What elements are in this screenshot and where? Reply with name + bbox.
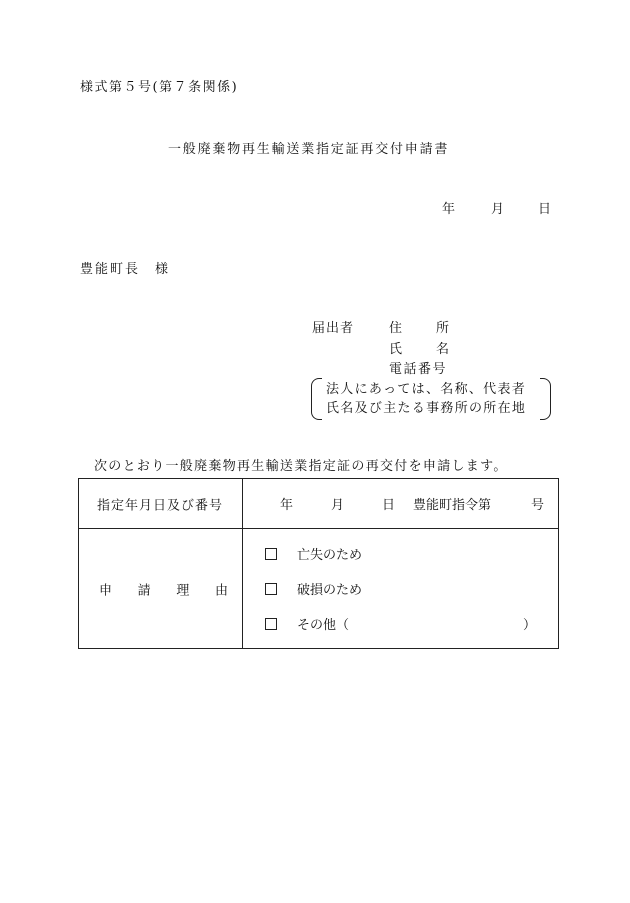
designation-value-cell xyxy=(243,479,559,529)
form-number: 様式第５号(第７条関係) xyxy=(80,80,239,95)
address-label: 住 所 xyxy=(389,321,449,336)
date-day: 日 xyxy=(538,202,553,217)
document-title: 一般廃棄物再生輸送業指定証再交付申請書 xyxy=(168,142,450,157)
reason-option-lost[interactable] xyxy=(265,536,536,571)
right-bracket xyxy=(540,378,551,420)
application-table xyxy=(78,478,559,649)
statement: 次のとおり一般廃棄物再生輸送業指定証の再交付を申請します。 xyxy=(94,459,508,474)
reason-options-cell xyxy=(243,529,559,649)
reason-label: 申 請 理 由 xyxy=(99,583,228,598)
designation-day: 日 xyxy=(382,498,396,513)
designation-number-suffix: 号 xyxy=(530,498,544,513)
corporate-note-line2: 氏名及び主たる事務所の所在地 xyxy=(326,401,527,416)
designation-label: 指定年月日及び番号 xyxy=(97,498,224,513)
designation-year: 年 xyxy=(280,498,294,513)
date-month: 月 xyxy=(491,202,506,217)
reason-option-label: 破損のため xyxy=(297,583,363,598)
reason-other-close: ） xyxy=(522,618,536,633)
table-row-reason xyxy=(79,529,559,649)
reason-label-cell xyxy=(79,529,243,649)
date-year: 年 xyxy=(442,202,457,217)
reason-option-label: その他（ xyxy=(297,618,350,633)
addressee: 豊能町長 様 xyxy=(80,262,171,277)
checkbox-icon[interactable] xyxy=(265,618,277,630)
table-row-designation xyxy=(79,479,559,529)
left-bracket xyxy=(311,378,322,420)
checkbox-icon[interactable] xyxy=(265,548,277,560)
phone-label: 電話番号 xyxy=(389,362,448,377)
corporate-note-line1: 法人にあっては、名称、代表者 xyxy=(326,382,527,397)
reason-option-damaged[interactable] xyxy=(265,571,536,606)
name-label: 氏 名 xyxy=(389,342,449,357)
reason-option-other[interactable] xyxy=(265,606,536,641)
checkbox-icon[interactable] xyxy=(265,583,277,595)
designation-label-cell xyxy=(79,479,243,529)
applicant-label: 届出者 xyxy=(312,321,355,336)
designation-order: 豊能町指令第 xyxy=(413,498,492,513)
designation-month: 月 xyxy=(331,498,345,513)
reason-option-label: 亡失のため xyxy=(297,548,363,563)
